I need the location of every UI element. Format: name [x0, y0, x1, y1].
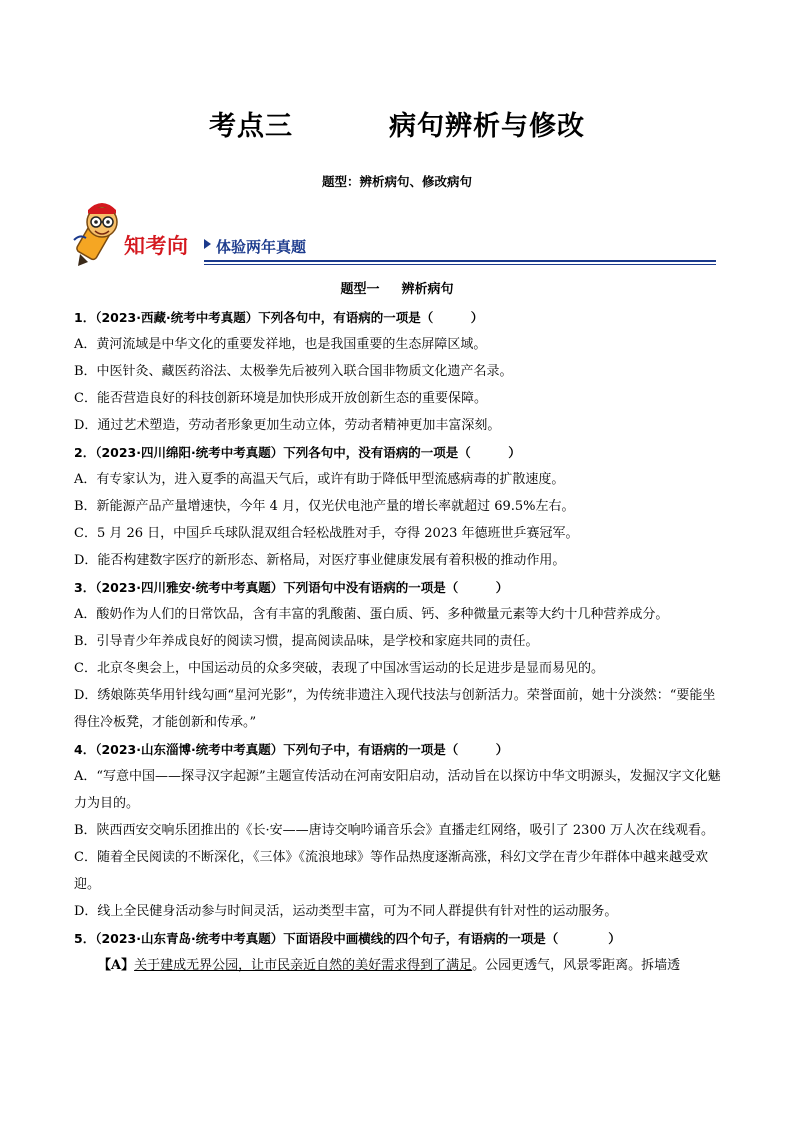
option: C．北京冬奥会上，中国运动员的众多突破，表现了中国冰雪运动的长足进步是显而易见的。 — [74, 661, 604, 676]
question-stem: 4．（2023·山东淄博·统考中考真题）下列句子中，有语病的一项是（ ） — [74, 742, 509, 757]
option: C．5 月 26 日，中国乒乓球队混双组合轻松战胜对手，夺得 2023 年德班世乒赛冠军。 — [74, 526, 579, 541]
option: C．能否营造良好的科技创新环境是加快形成开放创新生态的重要保障。 — [74, 391, 487, 406]
passage-rest: 。公园更透气，风景零距离。拆墙透 — [472, 958, 681, 973]
option: A．有专家认为，进入夏季的高温天气后，或许有助于降低甲型流感病毒的扩散速度。 — [74, 472, 565, 487]
option: D．通过艺术塑造，劳动者形象更加生动立体，劳动者精神更加丰富深刻。 — [74, 418, 501, 433]
question-list — [74, 304, 724, 979]
option: B．陕西西安交响乐团推出的《长·安——唐诗交响吟诵音乐会》直播走红网络，吸引了 2300 万人次在线观看。 — [74, 823, 715, 838]
option: B．中医针灸、藏医药浴法、太极拳先后被列入联合国非物质文化遗产名录。 — [74, 364, 513, 379]
option: D．线上全民健身活动参与时间灵活，运动类型丰富，可为不同人群提供有针对性的运动服务。 — [74, 904, 618, 919]
question — [74, 574, 724, 736]
section-title — [0, 278, 794, 297]
option: B．引导青少年养成良好的阅读习惯，提高阅读品味，是学校和家庭共同的责任。 — [74, 634, 539, 649]
title-topic-number: 考点三 — [209, 111, 293, 142]
option: A．黄河流域是中华文化的重要发祥地，也是我国重要的生态屏障区域。 — [74, 337, 487, 352]
banner-main-label: 知考向 — [124, 234, 189, 258]
section-type-name: 辨析病句 — [401, 282, 454, 297]
section-type-number: 题型一 — [340, 282, 380, 297]
page-title — [0, 104, 794, 143]
question — [74, 736, 724, 925]
question — [74, 925, 724, 979]
question-stem: 5．（2023·山东青岛·统考中考真题）下面语段中画横线的四个句子，有语病的一项是（ ） — [74, 931, 621, 946]
passage-label: 【A】 — [98, 958, 135, 973]
option: D．能否构建数字医疗的新形态、新格局，对医疗事业健康发展有着积极的推动作用。 — [74, 553, 566, 568]
banner-rule — [204, 260, 716, 262]
option: A．“写意中国——探寻汉字起源”主题宣传活动在河南安阳启动，活动旨在以探访中华文明源头，发掘汉字文化魅力为目的。 — [74, 769, 721, 811]
passage-text — [74, 952, 724, 979]
option: C．随着全民阅读的不断深化，《三体》《流浪地球》等作品热度逐渐高涨，科幻文学在青少年群体中越来越受欢迎。 — [74, 850, 708, 892]
question-stem: 2．（2023·四川绵阳·统考中考真题）下列各句中，没有语病的一项是（ ） — [74, 445, 521, 460]
banner-sub-label: 体验两年真题 — [216, 238, 307, 256]
question — [74, 304, 724, 439]
question — [74, 439, 724, 574]
banner-arrow-icon — [204, 239, 211, 249]
question-stem: 1．（2023·西藏·统考中考真题）下列各句中，有语病的一项是（ ） — [74, 310, 484, 325]
question-stem: 3．（2023·四川雅安·统考中考真题）下列语句中没有语病的一项是（ ） — [74, 580, 509, 595]
option: A．酸奶作为人们的日常饮品，含有丰富的乳酸菌、蛋白质、钙、多种微量元素等大约十几种营养成分。 — [74, 607, 669, 622]
banner-rule-thin — [204, 264, 716, 265]
option: B．新能源产品产量增速快，今年 4 月，仅光伏电池产量的增长率就超过 69.5%左右。 — [74, 499, 575, 514]
subtitle: 题型：辨析病句、修改病句 — [321, 174, 472, 189]
section-banner — [70, 200, 716, 268]
option: D．绣娘陈英华用针线勾画“星河光影”，为传统非遗注入现代技法与创新活力。荣誉面前，她十分淡然：“要能坐得住冷板凳，才能创新和传承。” — [74, 688, 716, 730]
title-topic-name: 病句辨析与修改 — [389, 111, 585, 142]
pencil-mascot-icon — [70, 200, 126, 266]
underlined-sentence: 关于建成无界公园，让市民亲近自然的美好需求得到了满足 — [134, 958, 473, 973]
